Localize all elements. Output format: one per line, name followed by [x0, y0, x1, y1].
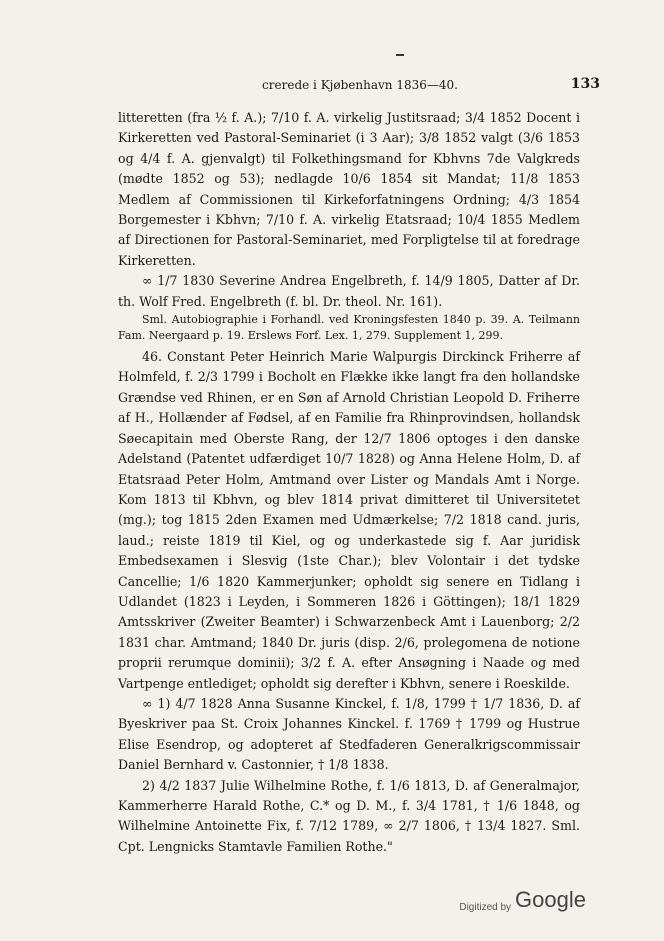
google-logo: Google [515, 887, 586, 912]
body-text [118, 108, 580, 857]
page-header [120, 78, 600, 92]
decorative-mark [396, 54, 404, 56]
paragraph-marriage-1: ∞ 1) 4/7 1828 Anna Susanne Kinckel, f. 1/8, 1799 † 1/7 1836, D. af Byeskriver paa St. Croix Johannes Kinckel. f. 1769 † 1799 og Hustrue Elise Esendrop, og adopteret af Stedfaderen Generalkrigscommissair Daniel Bernhard v. Castonnier, † 1/8 1838. [118, 695, 580, 773]
paragraph-marriage-2: 2) 4/2 1837 Julie Wilhelmine Rothe, f. 1/6 1813, D. af Generalmajor, Kammerherre Harald Rothe, C.* og D. M., f. 3/4 1781, † 1/6 1848, og Wilhelmine Antoinette Fix, f. 7/12 1789, ∞ 2/7 1806, † 13/4 1827. Sml. Cpt. Lengnicks Stamtavle Familien Rothe." [118, 777, 580, 854]
paragraph-1: litteretten (fra ½ f. A.); 7/10 f. A. virkelig Justitsraad; 3/4 1852 Docent i Kirkeretten ved Pastoral-Seminariet (i 3 Aar); 3/8 1852 valgt (3/6 1853 og 4/4 f. A. gjenvalgt) til Folkethingsmand for Kbhvns 7de Valgkreds (mødte 1852 og 53); nedlagde 10/6 1854 sit Mandat; 11/8 1853 Medlem af Commissionen til Kirkeforfatningens Ordning; 4/3 1854 Borgemester i Kbhvn; 7/10 f. A. virkelig Etatsraad; 10/4 1855 Medlem af Directionen for Pastoral-Seminariet, med Forpligtelse til at foredrage Kirkeretten. [118, 110, 580, 268]
paragraph-entry-46: 46. Constant Peter Heinrich Marie Walpurgis Dirckinck Friherre af Holmfeld, f. 2/3 1799 i Bocholt en Flække ikke langt fra den hollandske Grændse ved Rhinen, er en Søn af Arnold Christian Leopold D. Friherre af H., Hollænder af Fødsel, af en Familie fra Rhinprovindsen, hollandsk Søecapitain med Oberste Rang, der 12/7 1806 optoges i den danske Adelstand (Patentet udfærdiget 10/7 1828) og Anna Helene Holm, D. af Etatsraad Peter Holm, Amtmand over Lister og Mandals Amt i Norge. Kom 1813 til Kbhvn, og blev 1814 privat dimitteret til Universitetet (mg.); tog 1815 2den Examen med Udmærkelse; 7/2 1818 cand. juris, laud.; reiste 1819 til Kiel, og og underkastede sig f. Aar juridisk Embedsexamen i Slesvig (1ste Char.); blev Volontair i det tydske Cancellie; 1/6 1820 Kammerjunker; opholdt sig senere en Tidlang i Udlandet (1823 i Leyden, i Sommeren 1826 i Göttingen); 18/1 1829 Amtsskriver (Zweiter Beamter) i Schwarzenbeck Amt i Lauenborg; 2/2 1831 char. Amtmand; 1840 Dr. juris (disp. 2/6, prolegomena de notione proprii rerumque dominii); 3/2 f. A. efter Ansøgning i Naade og med Vartpenge entlediget; opholdt sig derefter i Kbhvn, senere i Roeskilde. [118, 349, 580, 691]
paragraph-2: ∞ 1/7 1830 Severine Andrea Engelbreth, f. 14/9 1805, Datter af Dr. th. Wolf Fred. Engelbreth (f. bl. Dr. theol. Nr. 161). [118, 273, 580, 309]
digitized-label: Digitized by [459, 902, 512, 913]
page-number: 133 [570, 76, 600, 92]
paragraph-references: Sml. Autobiographie i Forhandl. ved Kroningsfesten 1840 p. 39. A. Teilmann Fam. Neergaard p. 19. Erslews Forf. Lex. 1, 279. Supplement 1, 299. [118, 313, 580, 343]
running-title: crerede i Kjøbenhavn 1836—40. [262, 78, 458, 92]
digitized-by-google [459, 887, 586, 913]
